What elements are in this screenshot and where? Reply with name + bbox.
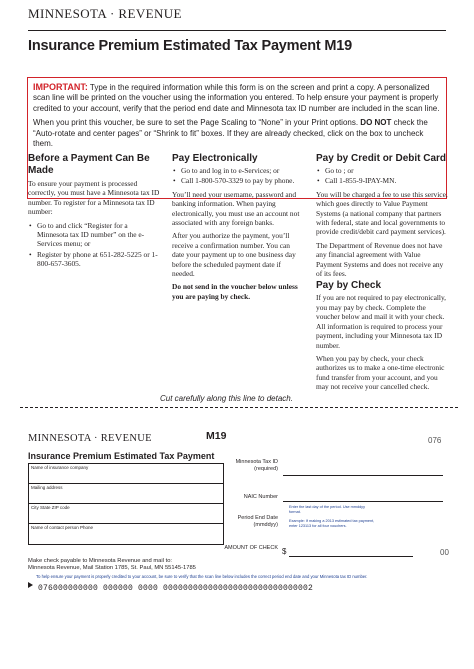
cut-line	[20, 407, 458, 408]
amount-label: AMOUNT OF CHECK	[224, 545, 278, 551]
voucher-form-id: M19	[206, 430, 227, 442]
col3-paragraph-1: You will be charged a fee to use this service, which goes directly to Value Payment Systems (a national company that partners with federal, state and local governments to provide credit/debit card payment services).	[316, 189, 448, 237]
col-before-payment	[28, 153, 160, 270]
insurance-company-field[interactable]: Name of insurance company	[29, 464, 223, 484]
scan-line-note: To help ensure your payment is properly credited to your account, be sure to verify that the scan line below includes the correct period end date and your Minnesota tax ID number.	[36, 574, 368, 579]
tax-id-input[interactable]	[283, 475, 443, 476]
col3-bullet: • Call 1-855-9-IPAY-MN.	[317, 176, 397, 186]
important-text	[33, 82, 441, 153]
col-pay-electronically	[172, 153, 302, 305]
naic-input[interactable]	[283, 501, 443, 502]
col2-heading: Pay Electronically	[172, 153, 258, 164]
col3-paragraph-2: The Department of Revenue does not have any financial agreement with Value Payment Systems and does not receive any of its fees.	[316, 240, 444, 279]
do-not-label: DO NOT	[360, 118, 392, 128]
revenue-logo: MINNESOTA · REVENUE	[28, 6, 182, 21]
voucher-title: Insurance Premium Estimated Tax Payment	[28, 451, 215, 461]
col2-bullet: • Call 1-800-570-3329 to pay by phone.	[173, 176, 295, 186]
col1-bullet: • Register by phone at 651-282-5225 or 1-800-657-3605.	[29, 249, 158, 269]
col1-paragraph: To ensure your payment is processed correctly, you must have a Minnesota tax ID number. To register for a Minnesota tax ID number:	[28, 179, 160, 217]
important-label: IMPORTANT:	[33, 82, 88, 92]
col-pay-card	[316, 153, 448, 396]
col2-paragraph-3: Do not send in the voucher below unless you are paying by check.	[172, 282, 298, 301]
voucher-code-zero: 00	[440, 548, 449, 557]
header-rule	[28, 30, 446, 31]
mail-text-1: Make check payable to Minnesota Revenue and mail to:	[28, 558, 173, 564]
cut-instruction: Cut carefully along this line to detach.	[160, 394, 293, 403]
col3-heading: Pay by Credit or Debit Card	[316, 153, 447, 164]
col2-bullet: • Go to and log in to e-Services; or	[173, 166, 280, 175]
voucher-code: 076	[428, 436, 442, 445]
scan-line: 076000000000 000000 0000 000000000000000000000000000002	[38, 584, 314, 593]
period-help-2: Example: If making a 2013 estimated tax payment, enter 123113 for all four vouchers.	[289, 519, 375, 528]
city-state-zip-field[interactable]: City State ZIP code	[29, 504, 223, 524]
mailing-address-field[interactable]: Mailing address	[29, 484, 223, 504]
amount-input[interactable]	[289, 556, 413, 557]
col2-paragraph-1: You’ll need your username, password and banking information. When paying electronically, you must use an account not associated with any foreign banks.	[172, 189, 300, 228]
important-text-2a: When you print this voucher, be sure to set the Page Scaling to “None” in your Print options.	[33, 118, 361, 128]
col3-paragraph-4: When you pay by check, your check authorizes us to make a one-time electronic fund transfer from your account, and you may not receive your cancelled check.	[316, 353, 445, 392]
naic-label: NAIC Number	[243, 494, 278, 500]
arrow-icon	[28, 575, 33, 593]
period-help-1: Enter the last day of the period. Use mmddyy format.	[289, 505, 365, 514]
period-end-label: Period End Date (mmddyy)	[237, 515, 278, 528]
col2-paragraph-2: After you authorize the payment, you’ll receive a confirmation number. You can date your payment up to one business day before the scheduled payment date if needed.	[172, 231, 296, 279]
col1-heading: Before a Payment Can Be Made	[28, 153, 150, 176]
page-title: Insurance Premium Estimated Tax Payment M19	[28, 38, 352, 54]
tax-id-label: Minnesota Tax ID (required)	[235, 459, 278, 472]
voucher-address-box	[28, 463, 224, 545]
col3-paragraph-3: If you are not required to pay electronically, you may pay by check. Complete the voucher below and mail it with your check. All information is required to process your payment, including your Minnesota tax ID number.	[316, 293, 447, 350]
voucher-logo: MINNESOTA · REVENUE	[28, 433, 152, 444]
dollar-sign: $	[282, 547, 287, 556]
col3-bullet: • Go to ; or	[317, 166, 354, 175]
col3-heading-2: Pay by Check	[316, 280, 382, 292]
mail-instructions	[28, 558, 196, 573]
contact-person-field[interactable]: Name of contact person Phone	[31, 525, 94, 530]
important-text-2b: check the “Auto-rotate and center pages” or “Shrink to fit” boxes. If they are already checked, click on the box to uncheck them.	[33, 118, 428, 149]
mail-text-2: Minnesota Revenue, Mail Station 1785, St. Paul, MN 55145-1785	[28, 565, 196, 572]
important-text-1: Type in the required information while this form is on the screen and print a copy. A personalized scan line will be printed on the voucher using the information you entered. To help ensure your payment is properly credited to your account, verify that the period end date and Minnesota tax ID number are included in the scan line.	[33, 83, 440, 113]
col1-bullet: • Go to and click “Register for a Minnesota tax ID number” on the e-Services menu; or	[29, 220, 145, 249]
